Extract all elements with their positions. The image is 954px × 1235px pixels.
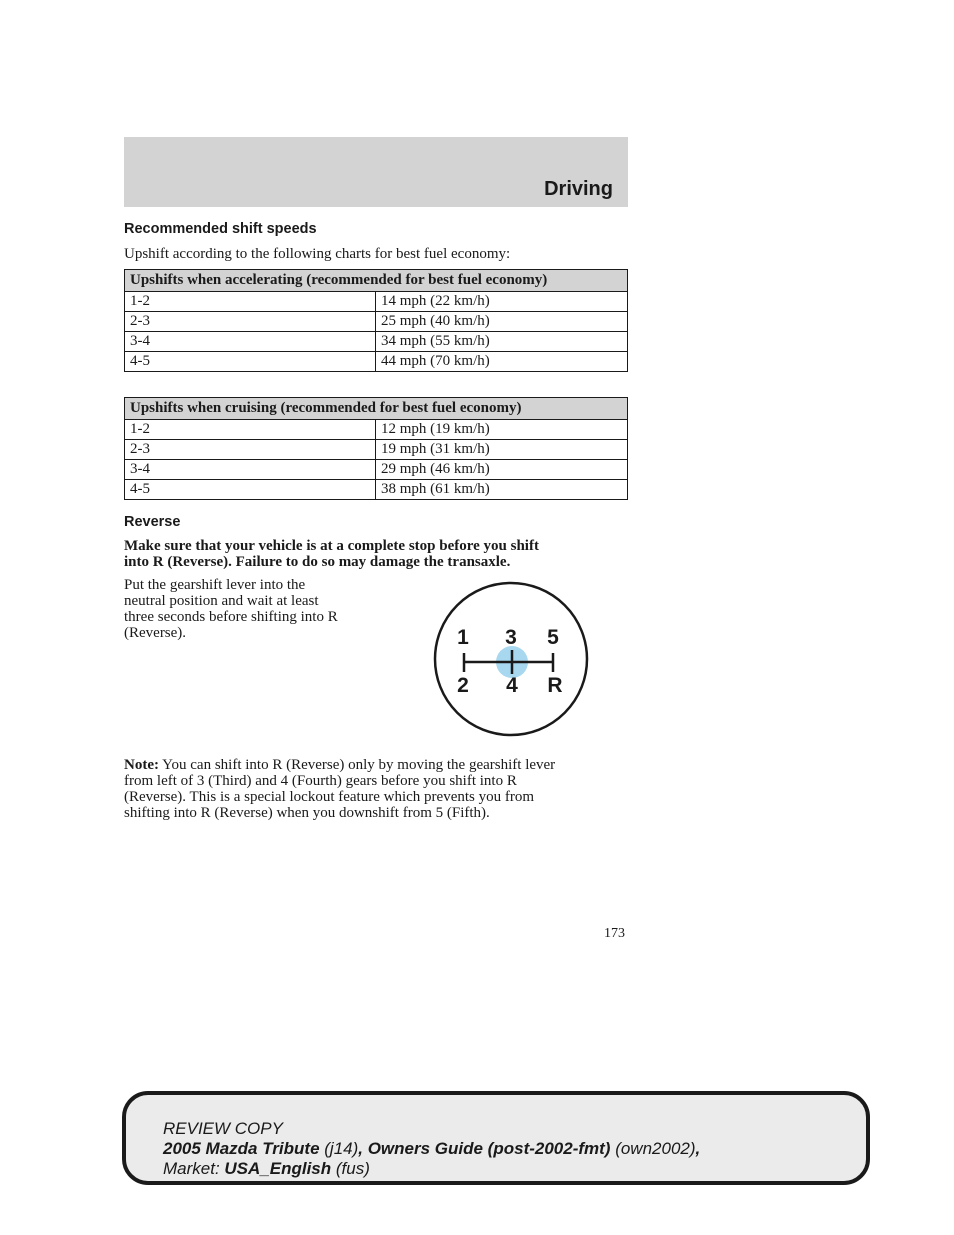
gear-label-2: 2 [457, 674, 469, 697]
footer-guide: , Owners Guide (post-2002-fmt) [358, 1139, 611, 1158]
cruising-table-header [125, 398, 628, 420]
reverse-body-line: Put the gearshift lever into the [124, 577, 306, 593]
gearshift-pattern-diagram [432, 580, 590, 738]
footer-review-label: REVIEW COPY [163, 1119, 283, 1138]
speed-cell: 14 mph (22 km/h) [376, 292, 628, 312]
gear-label-5: 5 [547, 626, 559, 649]
note-line: You can shift into R (Reverse) only by moving the gearshift lever [158, 757, 556, 773]
speed-cell: 44 mph (70 km/h) [376, 352, 628, 372]
gear-cell: 3-4 [125, 460, 376, 480]
table-row [125, 440, 628, 460]
footer-guide-line [163, 1139, 700, 1159]
gear-label-r: R [547, 674, 563, 697]
reverse-body-line: (Reverse). [124, 625, 187, 641]
gear-cell: 2-3 [125, 440, 376, 460]
reverse-warning [124, 538, 539, 570]
note-line: from left of 3 (Third) and 4 (Fourth) gears before you shift into R [124, 773, 517, 789]
gear-cell: 3-4 [125, 332, 376, 352]
footer-comma: , [695, 1139, 701, 1158]
accelerating-table [124, 269, 628, 372]
footer-market-label: Market: [163, 1159, 225, 1178]
gear-cell: 1-2 [125, 420, 376, 440]
reverse-heading: Reverse [124, 514, 181, 530]
gear-cell: 4-5 [125, 480, 376, 500]
footer-market: USA_English [224, 1159, 332, 1178]
gear-cell: 1-2 [125, 292, 376, 312]
footer-model-code: (j14) [319, 1139, 359, 1158]
table-row [125, 480, 628, 500]
table-row [125, 312, 628, 332]
note-label: Note: [124, 757, 159, 773]
speed-cell: 34 mph (55 km/h) [376, 332, 628, 352]
table-row [125, 460, 628, 480]
shift-speeds-heading: Recommended shift speeds [124, 221, 317, 237]
accelerating-table-header-text: Upshifts when accelerating (recommended for best fuel economy) [130, 272, 548, 288]
table-row [125, 292, 628, 312]
reverse-warning-line: Make sure that your vehicle is at a complete stop before you shift [124, 538, 539, 554]
reverse-warning-line: into R (Reverse). Failure to do so may damage the transaxle. [124, 554, 511, 570]
note-line: shifting into R (Reverse) when you downshift from 5 (Fifth). [124, 805, 490, 821]
speed-cell: 29 mph (46 km/h) [376, 460, 628, 480]
gear-label-3: 3 [505, 626, 517, 649]
footer-market-code: (fus) [331, 1159, 370, 1178]
footer-guide-code: (own2002) [610, 1139, 696, 1158]
note-line: (Reverse). This is a special lockout feature which prevents you from [124, 789, 535, 805]
reverse-body-line: neutral position and wait at least [124, 593, 319, 609]
speed-cell: 25 mph (40 km/h) [376, 312, 628, 332]
page-number: 173 [604, 926, 625, 941]
table-row [125, 420, 628, 440]
gear-cell: 2-3 [125, 312, 376, 332]
gear-label-4: 4 [506, 674, 518, 697]
footer-model: 2005 Mazda Tribute [163, 1139, 320, 1158]
table-row [125, 352, 628, 372]
note-paragraph [124, 757, 555, 821]
speed-cell: 19 mph (31 km/h) [376, 440, 628, 460]
footer-market-line [163, 1159, 700, 1179]
section-header-band [124, 137, 628, 207]
review-copy-footer [122, 1091, 870, 1185]
reverse-body-line: three seconds before shifting into R [124, 609, 338, 625]
cruising-table [124, 397, 628, 500]
gear-label-1: 1 [457, 626, 469, 649]
table-row [125, 332, 628, 352]
speed-cell: 12 mph (19 km/h) [376, 420, 628, 440]
reverse-body [124, 577, 338, 641]
gear-cell: 4-5 [125, 352, 376, 372]
speed-cell: 38 mph (61 km/h) [376, 480, 628, 500]
footer-text [163, 1119, 700, 1179]
section-title: Driving [544, 178, 613, 200]
cruising-table-header-text: Upshifts when cruising (recommended for best fuel economy) [130, 400, 522, 416]
accelerating-table-header [125, 270, 628, 292]
shift-speeds-intro: Upshift according to the following charts for best fuel economy: [124, 246, 511, 262]
